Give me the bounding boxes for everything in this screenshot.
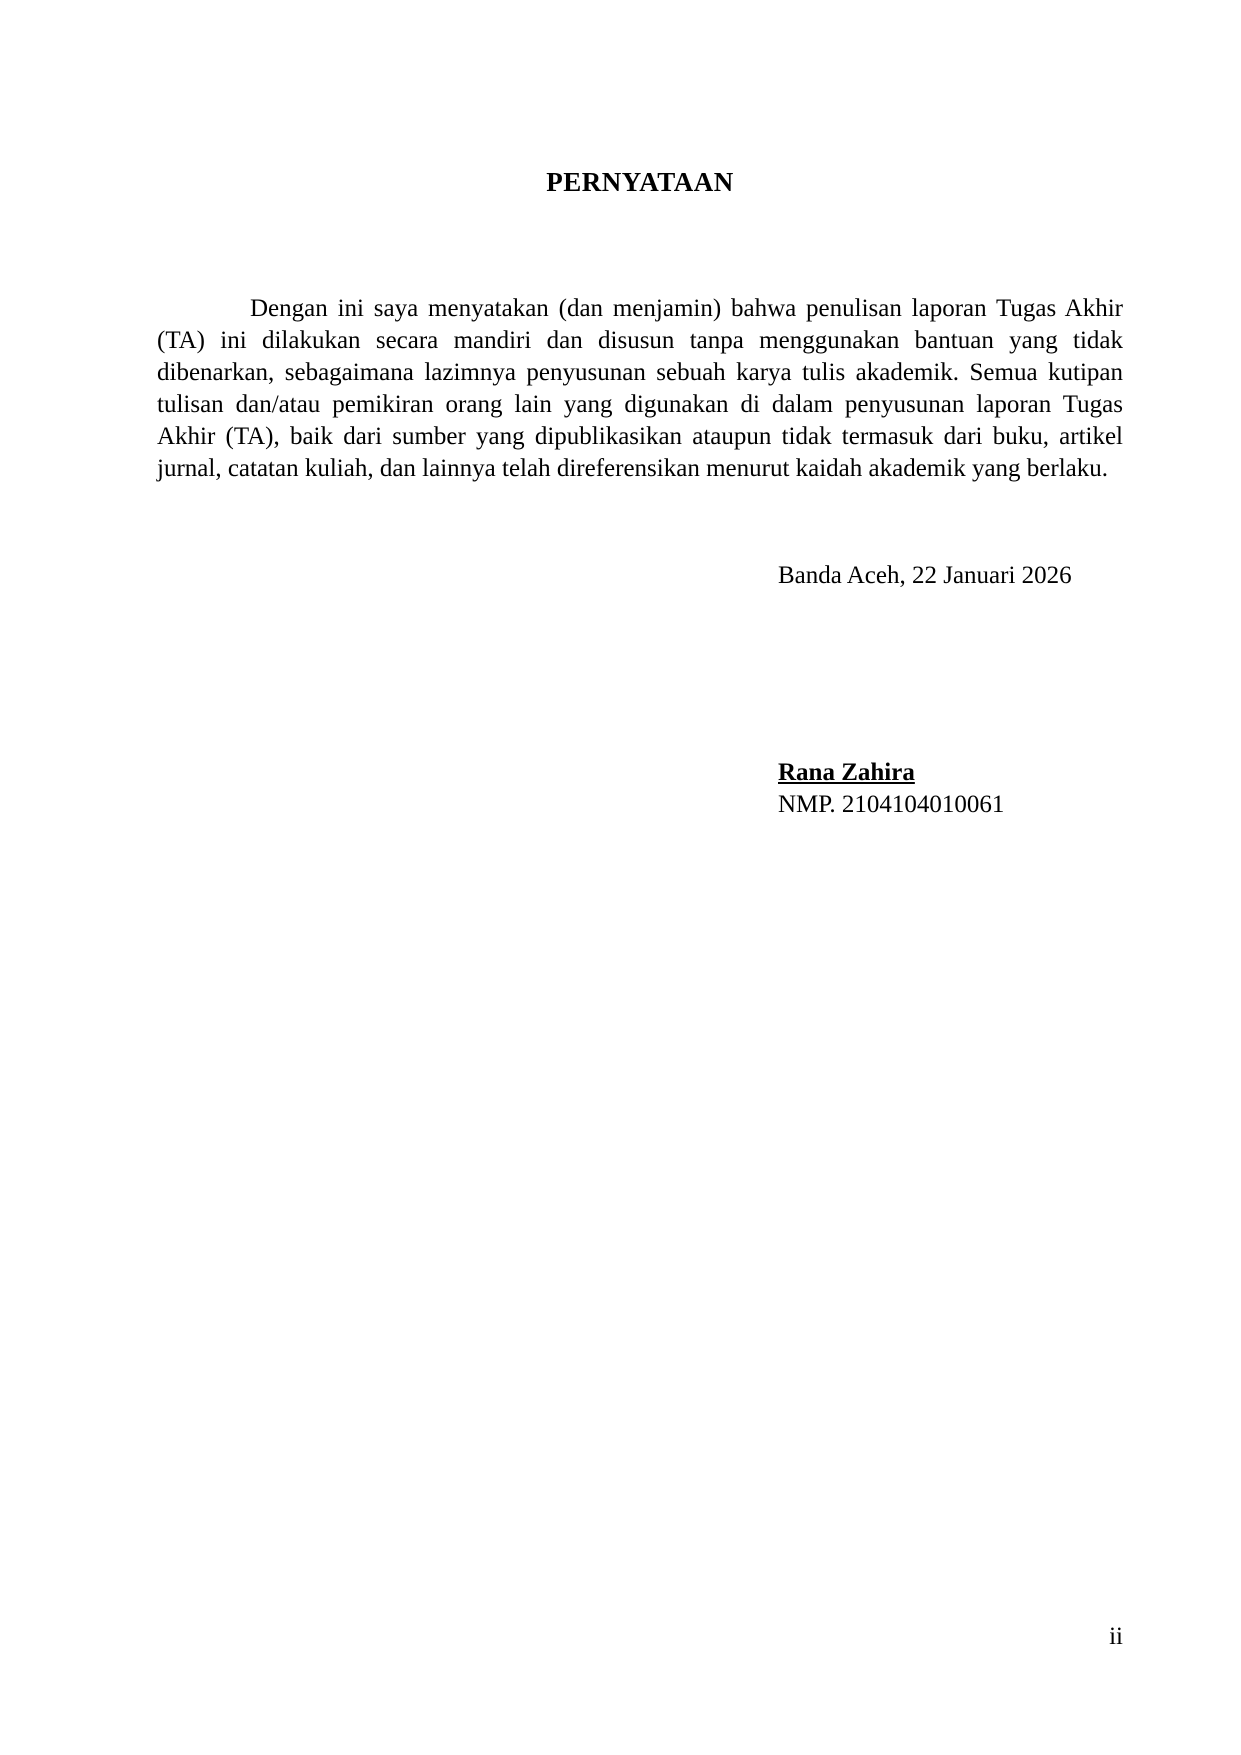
page-number: ii (1109, 1623, 1123, 1650)
statement-paragraph: Dengan ini saya menyatakan (dan menjamin) bahwa penulisan laporan Tugas Akhir (TA) ini dilakukan secara mandiri dan disusun tanpa menggunakan bantuan yang tidak dibenarkan, sebagaimana lazimnya penyusunan sebuah karya tulis akademik. Semua kutipan tulisan dan/atau pemikiran orang lain yang digunakan di dalam penyusunan laporan Tugas Akhir (TA), baik dari sumber yang dipublikasikan ataupun tidak termasuk dari buku, artikel jurnal, catatan kuliah, dan lainnya telah direferensikan menurut kaidah akademik yang berlaku. (157, 295, 1123, 482)
signature-block (778, 757, 1004, 821)
page-title: PERNYATAAN (546, 167, 734, 197)
signature-name: Rana Zahira (778, 759, 915, 786)
place-date-line: Banda Aceh, 22 Januari 2026 (778, 562, 1072, 589)
signature-id: NMP. 2104104010061 (778, 791, 1005, 818)
